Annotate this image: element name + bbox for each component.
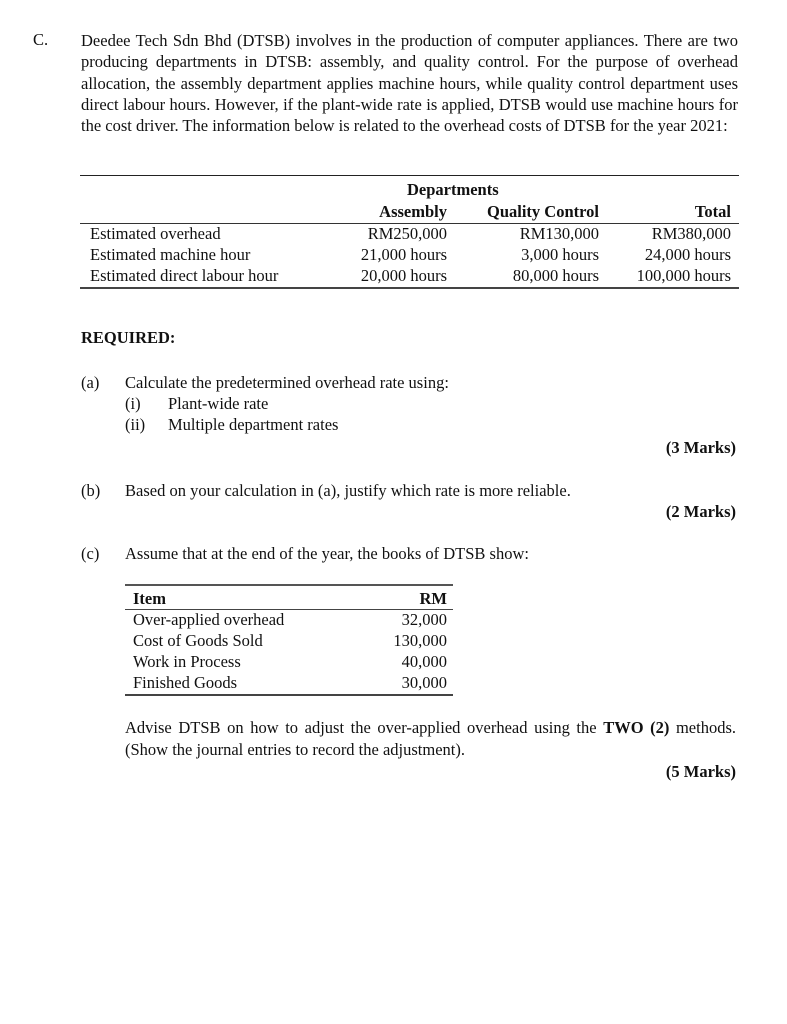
question-c-marks: (5 Marks) xyxy=(665,762,736,781)
row-label: Estimated overhead xyxy=(90,224,221,243)
item-name: Work in Process xyxy=(133,652,241,671)
question-c-text: Assume that at the end of the year, the books of DTSB show: xyxy=(125,544,529,563)
column-header-item: Item xyxy=(133,589,166,608)
item-name: Finished Goods xyxy=(133,673,238,692)
total-value: 24,000 hours xyxy=(644,245,731,264)
quality-control-value: 3,000 hours xyxy=(521,245,599,264)
column-header-quality-control: Quality Control xyxy=(487,202,599,221)
assembly-value: 21,000 hours xyxy=(360,245,447,264)
question-b-text: Based on your calculation in (a), justify which rate is more reliable. xyxy=(125,481,571,500)
item-amount: 30,000 xyxy=(401,673,447,692)
item-amount: 130,000 xyxy=(393,631,447,650)
total-value: 100,000 hours xyxy=(636,266,731,285)
question-c-letter: (c) xyxy=(81,544,100,563)
table-bottom-rule xyxy=(125,694,453,696)
column-header-total: Total xyxy=(694,202,731,221)
question-c-advise-text xyxy=(125,717,736,760)
assembly-value: RM250,000 xyxy=(367,224,447,243)
section-label: C. xyxy=(33,30,49,49)
question-a-text: Calculate the predetermined overhead rate using: xyxy=(125,373,449,392)
subitem-numeral: (ii) xyxy=(125,415,146,434)
subitem-text: Plant-wide rate xyxy=(168,394,269,413)
question-b-letter: (b) xyxy=(81,481,101,500)
row-label: Estimated direct labour hour xyxy=(90,266,279,285)
question-b-marks: (2 Marks) xyxy=(665,502,736,521)
subitem-text: Multiple department rates xyxy=(168,415,339,434)
item-name: Cost of Goods Sold xyxy=(133,631,263,650)
advise-text-start: Advise DTSB on how to adjust the over-applied overhead using the xyxy=(125,718,604,737)
table-top-rule xyxy=(125,584,453,586)
quality-control-value: RM130,000 xyxy=(519,224,599,243)
assembly-value: 20,000 hours xyxy=(360,266,447,285)
row-label: Estimated machine hour xyxy=(90,245,251,264)
subitem-numeral: (i) xyxy=(125,394,141,413)
total-value: RM380,000 xyxy=(651,224,731,243)
question-a-letter: (a) xyxy=(81,373,100,392)
column-header-rm: RM xyxy=(419,589,447,608)
quality-control-value: 80,000 hours xyxy=(512,266,599,285)
intro-paragraph: Deedee Tech Sdn Bhd (DTSB) involves in the production of computer appliances. There are two producing departments in DTSB: assembly, and quality control. For the purpose of overhead allocation, the assembly department applies machine hours, while quality control department uses direct labour hours. However, if the plant-wide rate is applied, DTSB would use machine hours for the cost driver. The information below is related to the overhead costs of DTSB for the year 2021: xyxy=(81,31,738,136)
column-header-assembly: Assembly xyxy=(379,202,447,221)
advise-text-end: methods. (Show the journal entries to record the adjustment). xyxy=(125,718,736,759)
table-top-rule xyxy=(80,175,739,176)
question-a-marks: (3 Marks) xyxy=(665,438,736,457)
item-amount: 32,000 xyxy=(401,610,447,629)
advise-text-emphasis: TWO (2) xyxy=(603,718,670,737)
item-amount: 40,000 xyxy=(401,652,447,671)
table-bottom-rule xyxy=(80,287,739,289)
required-heading: REQUIRED: xyxy=(81,328,176,347)
item-name: Over-applied overhead xyxy=(133,610,285,629)
group-header-departments: Departments xyxy=(407,180,499,199)
